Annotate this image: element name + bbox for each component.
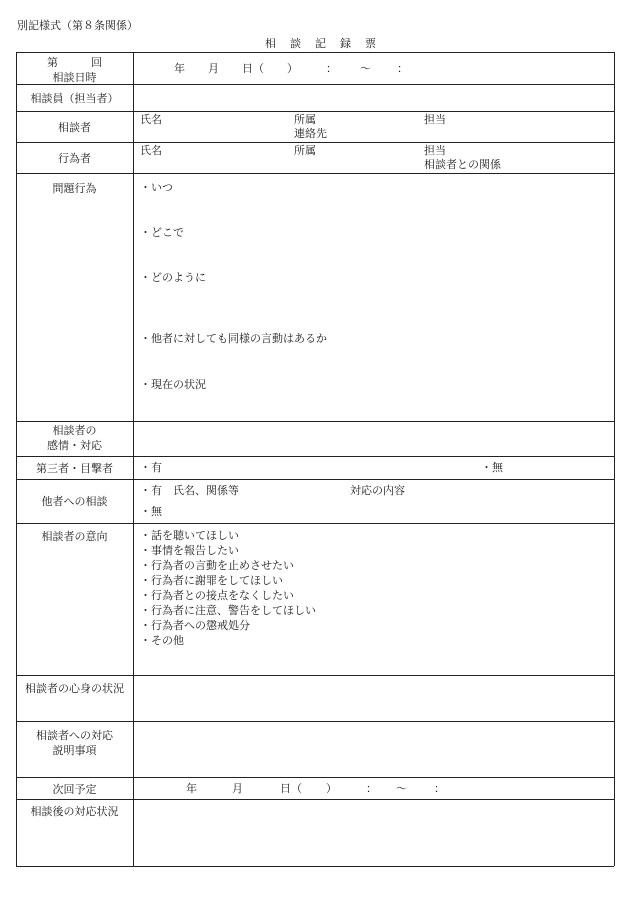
consultant-contact-label: 連絡先 bbox=[294, 127, 327, 140]
other-consultation-no-option[interactable]: ・無 bbox=[140, 505, 162, 518]
witness-label: 第三者・目撃者 bbox=[36, 462, 113, 475]
feelings-field[interactable] bbox=[134, 422, 613, 455]
intent-option[interactable]: ・行為者に注意、警告をしてほしい bbox=[140, 604, 316, 617]
problem-item: ・他者に対しても同様の言動はあるか bbox=[140, 332, 327, 345]
consultation-record-form: 別記様式（第８条関係） 相 談 記 録 票 第 回 相談日時 年 月 日（ ） ： 〜 ： 相談員（担当者） 相談者 氏名 所属 連絡先 担当 行為者 氏名 所属 担当 相談者との関係 問題行為 ・いつ ・どこで ・どのように ・他者に対しても同様の言動はあるか ・現在の状況 相談者の 感情・対応 第三者・目撃者 ・有 ・無 他者への相談 ・有 氏名、関係等 対応の内容 ・無 相談者の意向 ・話を聴いてほしい ・事情を報告したい ・行為者の言動を止めさせたい ・行為者に謝罪をしてほしい ・行為者との接点をなくしたい ・行為者に注意、警告をしてほしい ・行為者への懲戒処分 ・その他 相談者の心身の状況 相談者への対応 説明事項 次回予定 年 月 日（ ） ： 〜 ： 相談後の対応状況 bbox=[0, 0, 630, 903]
problem-item: ・どこで bbox=[140, 226, 184, 239]
problem-behavior-label: 問題行為 bbox=[52, 182, 97, 195]
counselor-field[interactable] bbox=[134, 85, 613, 110]
problem-item: ・現在の状況 bbox=[140, 378, 206, 391]
intent-option[interactable]: ・話を聴いてほしい bbox=[140, 529, 239, 542]
consultant-intent-label: 相談者の意向 bbox=[41, 530, 108, 543]
consultant-name-label: 氏名 bbox=[140, 113, 162, 126]
other-consultation-label: 他者への相談 bbox=[41, 495, 108, 508]
actor-label: 行為者 bbox=[58, 152, 91, 165]
mental-state-field[interactable] bbox=[134, 676, 613, 720]
form-header-note: 別記様式（第８条関係） bbox=[17, 19, 138, 32]
session-date-label: 第 回 相談日時 bbox=[47, 56, 102, 84]
next-schedule-label: 次回予定 bbox=[52, 783, 97, 796]
witness-no-option[interactable]: ・無 bbox=[481, 461, 503, 474]
response-content-label: 対応の内容 bbox=[350, 484, 405, 497]
consultant-label: 相談者 bbox=[58, 121, 91, 134]
intent-option[interactable]: ・事情を報告したい bbox=[140, 544, 239, 557]
after-consultation-label: 相談後の対応状況 bbox=[30, 805, 119, 818]
consultant-charge-label: 担当 bbox=[424, 113, 446, 126]
problem-item: ・いつ bbox=[140, 181, 173, 194]
intent-option[interactable]: ・行為者への懲戒処分 bbox=[140, 619, 250, 632]
after-consultation-field[interactable] bbox=[134, 800, 613, 865]
intent-option[interactable]: ・行為者に謝罪をしてほしい bbox=[140, 574, 283, 587]
problem-item: ・どのように bbox=[140, 271, 206, 284]
actor-affiliation-label: 所属 bbox=[294, 144, 316, 157]
response-explanation-field[interactable] bbox=[134, 722, 613, 776]
intent-option[interactable]: ・行為者との接点をなくしたい bbox=[140, 589, 294, 602]
actor-charge-label: 担当 bbox=[424, 144, 446, 157]
response-explanation-label: 相談者への対応 説明事項 bbox=[36, 729, 113, 757]
actor-name-label: 氏名 bbox=[140, 144, 162, 157]
intent-option[interactable]: ・その他 bbox=[140, 634, 184, 647]
consultant-affiliation-label: 所属 bbox=[294, 113, 316, 126]
form-title: 相 談 記 録 票 bbox=[265, 37, 376, 50]
witness-yes-option[interactable]: ・有 bbox=[140, 461, 162, 474]
mental-state-label: 相談者の心身の状況 bbox=[25, 682, 124, 695]
other-consultation-yes-option[interactable]: ・有 氏名、関係等 bbox=[140, 484, 239, 497]
feelings-label: 相談者の 感情・対応 bbox=[47, 424, 102, 452]
counselor-label: 相談員（担当者） bbox=[30, 92, 119, 105]
intent-option[interactable]: ・行為者の言動を止めさせたい bbox=[140, 559, 294, 572]
actor-relation-label: 相談者との関係 bbox=[424, 158, 501, 171]
